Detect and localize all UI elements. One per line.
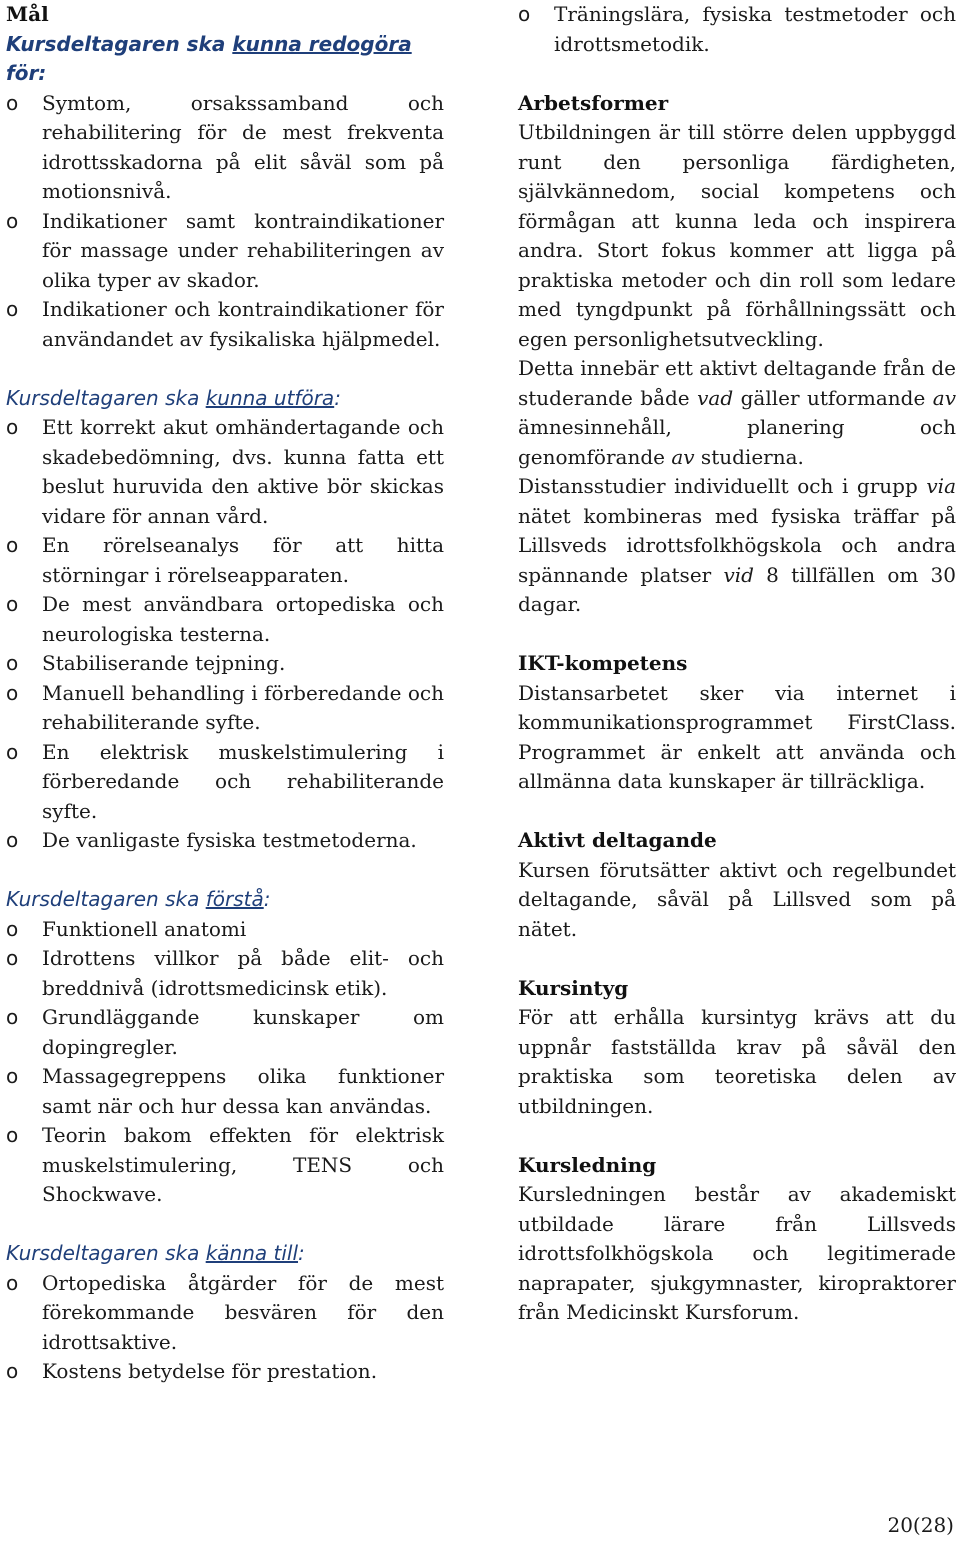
heading-suffix: : [263, 887, 271, 911]
list-item-text: Teorin bakom effekten för elektrisk muskelstimulering, TENS och Shockwave. [42, 1123, 444, 1206]
aktivt-deltagande-paragraph: Kursen förutsätter aktivt och regelbundet deltagande, såväl på Lillsved som på nätet. [518, 857, 956, 941]
list-item [6, 738, 444, 827]
bullet-icon: o [6, 1123, 19, 1147]
text-run: gäller utformande [733, 385, 933, 410]
list-item-text: Symtom, orsakssamband och rehabilitering för de mest frekventa idrottsskadorna på elit såväl som på motionsnivå. [42, 90, 444, 203]
list-item [6, 89, 444, 207]
bullet-icon: o [6, 1359, 19, 1383]
list-item-text: Träningslära, fysiska testmetoder och idrottsmetodik. [554, 2, 956, 56]
text-run: studierna. [694, 444, 804, 469]
italic-word: av [671, 444, 695, 469]
list-item [6, 915, 444, 945]
heading-prefix: Kursdeltagaren ska [6, 887, 206, 911]
kursledning-paragraph: Kursledningen består av akademiskt utbildade lärare från Lillsveds idrottsfolkhögskola och legitimerade naprapater, sjukgymnaster, kiropraktorer från Medicinskt Kursforum. [518, 1182, 956, 1324]
kursintyg-paragraph: För att erhålla kursintyg krävs att du uppnår fastställda krav på såväl den praktiska som teoretiska delen av utbildningen. [518, 1005, 956, 1118]
utfora-heading [6, 384, 444, 414]
heading-verb: kunna redogöra [232, 31, 412, 56]
list-item [6, 826, 444, 856]
text-run: 8 tillfällen om 30 dagar. [518, 562, 957, 616]
heading-prefix: Kursdeltagaren ska [6, 31, 233, 56]
list-item [6, 1357, 444, 1387]
forsta-list [6, 915, 444, 1210]
text-run: Detta innebär ett aktivt deltagande från de studerande både [518, 356, 956, 410]
list-item [6, 649, 444, 679]
bullet-icon: o [6, 651, 19, 675]
bullet-icon: o [6, 916, 19, 941]
bullet-icon: o [6, 946, 19, 970]
list-item [6, 590, 444, 649]
list-item-text: De mest användbara ortopediska och neurologiska testerna. [42, 592, 444, 646]
heading-suffix: : [298, 1241, 305, 1265]
list-item [6, 1269, 444, 1358]
kanna-heading [6, 1239, 444, 1269]
list-item [6, 413, 444, 531]
bullet-icon: o [6, 592, 19, 616]
bullet-icon: o [6, 415, 19, 439]
bullet-icon: o [6, 533, 19, 557]
forsta-heading [6, 885, 444, 915]
mal-heading: Mål [6, 2, 49, 26]
bullet-icon: o [6, 208, 19, 233]
right-column [518, 0, 956, 1328]
aktivt-deltagande-heading: Aktivt deltagande [518, 828, 717, 852]
redogora-list [6, 89, 444, 355]
arbetsformer-paragraph-1: Utbildningen är till större delen uppbyggd runt den personliga färdigheten, självkännedom, social kompetens och förmågan att kunna leda och inspirera andra. Stort fokus kommer att ligga på praktiska metoder och din roll som ledare med tyngdpunkt på förhållningssätt och egen personlighetsutveckling. [518, 120, 956, 351]
list-item [6, 944, 444, 1003]
italic-word: vid [723, 562, 754, 587]
bullet-icon: o [6, 297, 19, 321]
italic-word: av [932, 385, 956, 410]
text-run: Distansstudier individuellt och i grupp [518, 474, 927, 498]
bullet-icon: o [6, 680, 19, 705]
left-column [6, 0, 444, 1387]
bullet-icon: o [6, 1005, 19, 1029]
redogora-heading [6, 30, 444, 89]
bullet-icon: o [6, 1270, 19, 1295]
list-item [6, 1121, 444, 1210]
list-item-text: En rörelseanalys för att hitta störningar i rörelseapparaten. [42, 533, 444, 587]
kursintyg-heading: Kursintyg [518, 975, 629, 1000]
kanna-list [6, 1269, 444, 1387]
heading-verb: förstå [205, 887, 264, 911]
text-run: nätet kombineras med fysiska träffar på Lillsveds idrottsfolkhögskola och andra spännande platser [518, 503, 956, 587]
list-item-text: Funktionell anatomi [42, 916, 247, 941]
arbetsformer-paragraph-3 [518, 472, 956, 620]
heading-prefix: Kursdeltagaren ska [6, 1241, 206, 1265]
heading-suffix: : [334, 385, 341, 410]
arbetsformer-heading: Arbetsformer [518, 90, 669, 115]
list-item-text: En elektrisk muskelstimulering i förberedande och rehabiliterande syfte. [42, 739, 444, 823]
bullet-icon: o [6, 90, 19, 115]
bullet-icon: o [6, 828, 19, 852]
list-item-text: Stabiliserande tejpning. [42, 651, 286, 675]
list-item [6, 531, 444, 590]
list-item [6, 1062, 444, 1121]
list-item-text: Ortopediska åtgärder för de mest förekommande besvären för den idrottsaktive. [42, 1270, 444, 1354]
list-item-text: Grundläggande kunskaper om dopingregler. [42, 1005, 444, 1059]
continued-list [518, 0, 956, 59]
heading-verb: känna till [205, 1241, 299, 1265]
kursledning-heading: Kursledning [518, 1152, 657, 1177]
list-item-text: Kostens betydelse för prestation. [42, 1359, 378, 1383]
list-item-text: Indikationer samt kontraindikationer för massage under rehabiliteringen av olika typer av skador. [42, 208, 444, 292]
list-item-text: Manuell behandling i förberedande och rehabiliterande syfte. [42, 680, 444, 734]
page-number: 20(28) [887, 1513, 954, 1537]
bullet-icon: o [518, 2, 531, 26]
bullet-icon: o [6, 1064, 19, 1088]
bullet-icon: o [6, 739, 19, 764]
italic-word: vad [697, 385, 734, 410]
heading-verb: kunna utföra [205, 385, 335, 410]
list-item [6, 679, 444, 738]
ikt-paragraph: Distansarbetet sker via internet i kommunikationsprogrammet FirstClass. Programmet är enkelt att använda och allmänna data kunskaper är tillräckliga. [518, 680, 956, 793]
list-item-text: Ett korrekt akut omhändertagande och skadebedömning, dvs. kunna fatta ett beslut huruvida den aktive bör skickas vidare för annan vård. [42, 415, 444, 528]
italic-word: via [926, 474, 956, 498]
text-run: ämnesinnehåll, planering och genomförande [518, 415, 956, 469]
list-item-text: De vanligaste fysiska testmetoderna. [42, 828, 417, 852]
list-item-text: Indikationer och kontraindikationer för användandet av fysikaliska hjälpmedel. [42, 297, 444, 351]
list-item [6, 295, 444, 354]
list-item [6, 207, 444, 296]
ikt-heading: IKT-kompetens [518, 651, 688, 675]
utfora-list [6, 413, 444, 856]
heading-suffix: för: [6, 61, 47, 85]
list-item [6, 1003, 444, 1062]
list-item-text: Idrottens villkor på både elit- och breddnivå (idrottsmedicinsk etik). [42, 946, 444, 1000]
heading-prefix: Kursdeltagaren ska [6, 385, 206, 410]
list-item-text: Massagegreppens olika funktioner samt när och hur dessa kan användas. [42, 1064, 444, 1118]
list-item [518, 0, 956, 59]
arbetsformer-paragraph-2 [518, 354, 956, 472]
